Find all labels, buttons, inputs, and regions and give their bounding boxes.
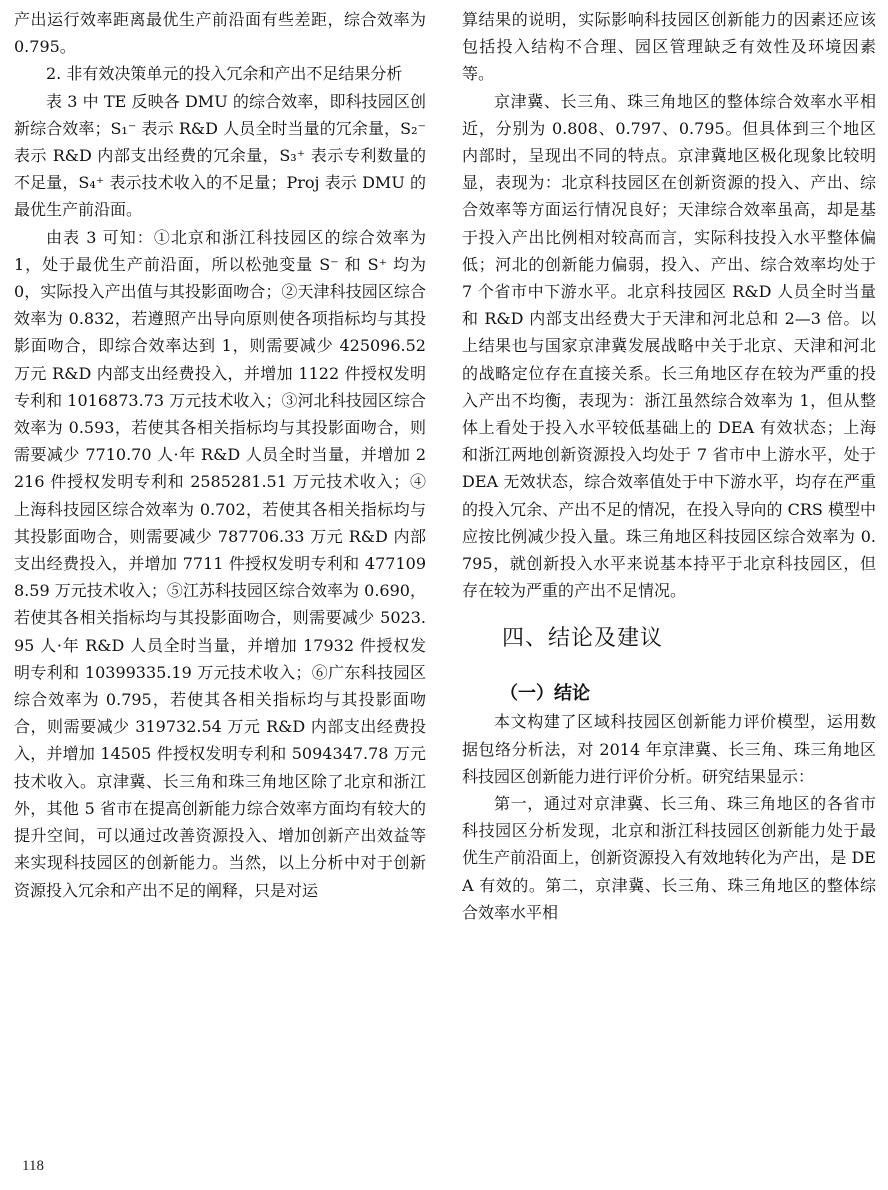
page-number: 118: [22, 1158, 44, 1174]
left-column: [14, 6, 426, 904]
paragraph: 由表 3 可知：①北京和浙江科技园区的综合效率为 1，处于最优生产前沿面，所以松弛变量 S⁻ 和 S⁺ 均为 0，实际投入产出值与其投影面吻合；②天津科技园区综合效率为 0.832，若遵照产出导向原则使各项指标均与其投影面吻合，即综合效率达到 1，则需要减少 425096.52 万元 R&D 内部支出经费投入，并增加 1122 件授权发明专利和 1016873.73 万元技术收入；③河北科技园区综合效率为 0.593，若使其各相关指标均与其投影面吻合，则需要减少 7710.70 人·年 R&D 人员全时当量，并增加 2216 件授权发明专利和 2585281.51 万元技术收入；④上海科技园区综合效率为 0.702，若使其各相关指标均与其投影面吻合，则需要减少 787706.33 万元 R&D 内部支出经费投入，并增加 7711 件授权发明专利和 4771098.59 万元技术收入；⑤江苏科技园区综合效率为 0.690，若使其各相关指标均与其投影面吻合，则需要减少 5023.95 人·年 R&D 人员全时当量，并增加 17932 件授权发明专利和 10399335.19 万元技术收入；⑥广东科技园区综合效率为 0.795，若使其各相关指标均与其投影面吻合，则需要减少 319732.54 万元 R&D 内部支出经费投入，并增加 14505 件授权发明专利和 5094347.78 万元技术收入。京津冀、长三角和珠三角地区除了北京和浙江外，其他 5 省市在提高创新能力综合效率方面均有较大的提升空间，可以通过改善资源投入、增加创新产出效益等来实现科技园区的创新能力。当然，以上分析中对于创新资源投入冗余和产出不足的阐释，只是对运: [14, 227, 426, 900]
section-heading: 四、结论及建议: [502, 626, 664, 652]
paragraph: 产出运行效率距离最优生产前沿面有些差距，综合效率为 0.795。: [14, 10, 426, 57]
subsection-heading: 2. 非有效决策单元的投入冗余和产出不足结果分析: [46, 64, 403, 84]
paragraph: 京津冀、长三角、珠三角地区的整体综合效率水平相近，分别为 0.808、0.797、0.795。但具体到三个地区内部时，呈现出不同的特点。京津冀地区极化现象比较明显，表现为：北京科技园区在创新资源的投入、产出、综合效率等方面运行情况良好；天津综合效率虽高，却是基于投入产出比例相对较高而言，实际科技投入水平整体偏低；河北的创新能力偏弱，投入、产出、综合效率均处于 7 个省市中下游水平。北京科技园区 R&D 人员全时当量和 R&D 内部支出经费大于天津和河北总和 2—3 倍。以上结果也与国家京津冀发展战略中关于北京、天津和河北的战略定位存在直接关系。长三角地区存在较为严重的投入产出不均衡，表现为：浙江虽然综合效率为 1，但从整体上看处于投入水平较低基础上的 DEA 有效状态；上海和浙江两地创新资源投入均处于 7 省市中上游水平，处于 DEA 无效状态，综合效率值处于中下游水平，均存在严重的投入冗余、产出不足的情况，在投入导向的 CRS 模型中应按比例减少投入量。珠三角地区科技园区综合效率为 0.795，就创新投入水平来说基本持平于北京科技园区，但存在较为严重的产出不足情况。: [462, 91, 876, 601]
paragraph: 表 3 中 TE 反映各 DMU 的综合效率，即科技园区创新综合效率；S₁⁻ 表示 R&D 人员全时当量的冗余量，S₂⁻ 表示 R&D 内部支出经费的冗余量，S₃⁺ 表示专利数量的不足量，S₄⁺ 表示技术收入的不足量；Proj 表示 DMU 的最优生产前沿面。: [14, 91, 426, 220]
paragraph: 本文构建了区域科技园区创新能力评价模型，运用数据包络分析法，对 2014 年京津冀、长三角、珠三角地区科技园区创新能力进行评价分析。研究结果显示：: [462, 712, 876, 786]
subsection-heading: （一）结论: [500, 683, 590, 705]
paragraph: 第一，通过对京津冀、长三角、珠三角地区的各省市科技园区分析发现，北京和浙江科技园区创新能力处于最优生产前沿面上，创新资源投入有效地转化为产出，是 DEA 有效的。第二，京津冀、长三角、珠三角地区的整体综合效率水平相: [462, 794, 876, 922]
right-column: [462, 6, 876, 926]
paragraph: 算结果的说明，实际影响科技园区创新能力的因素还应该包括投入结构不合理、园区管理缺乏有效性及环境因素等。: [462, 10, 876, 84]
